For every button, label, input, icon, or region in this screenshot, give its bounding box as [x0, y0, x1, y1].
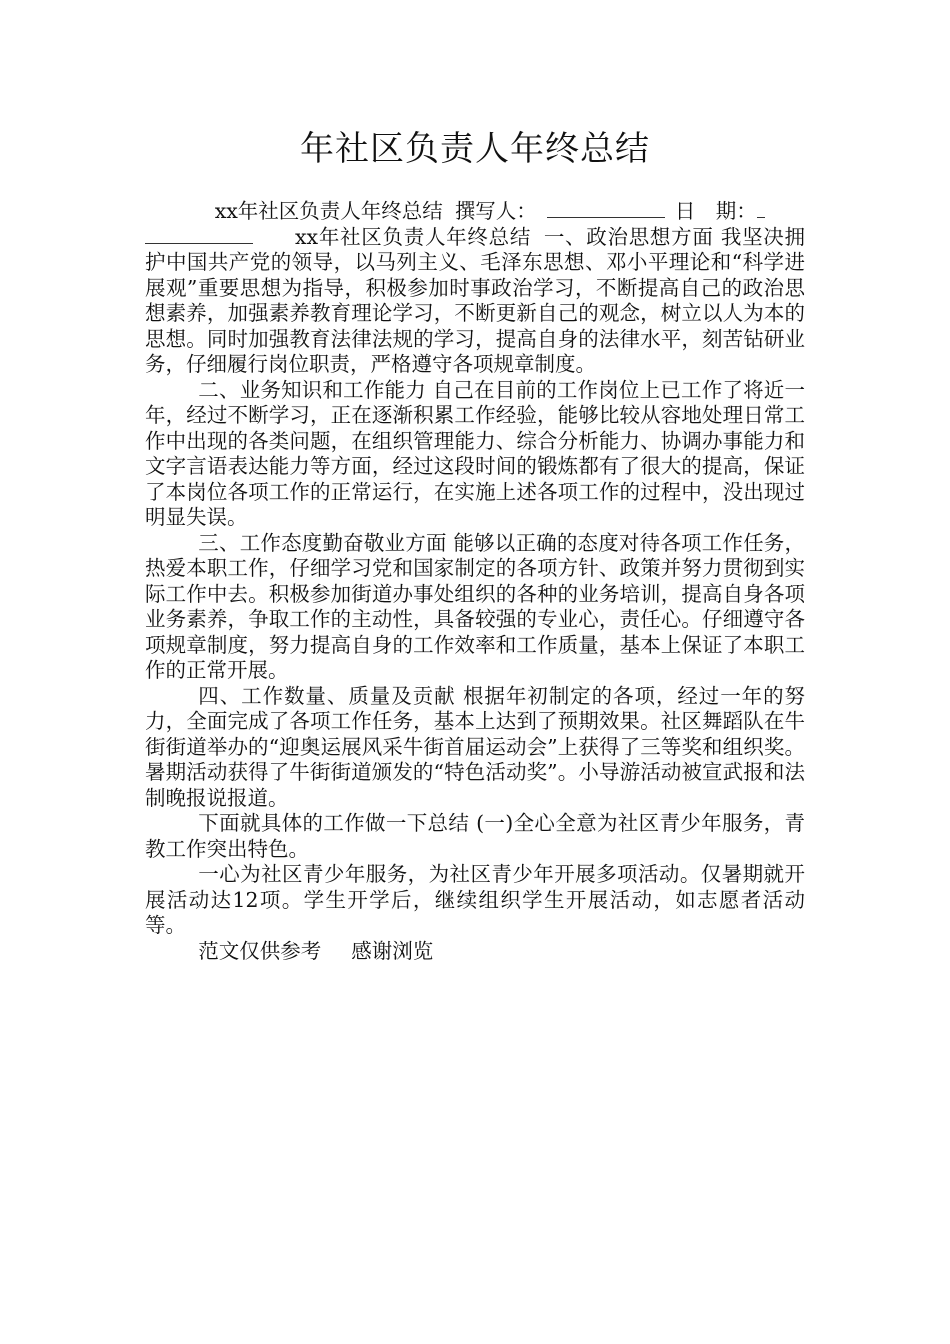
paragraph-4: 四、工作数量、质量及贡献 根据年初制定的各项，经过一年的努力，全面完成了各项工作任务，基本上达到了预期效果。社区舞蹈队在牛街街道举办的“迎奥运展风采牛街首届运动会”上获得了三等奖和组织奖。暑期活动获得了牛街街道颁发的“特色活动奖”。小导游活动被宣武报和法制晚报说报道。 — [145, 683, 805, 810]
paragraph-2: 二、业务知识和工作能力 自己在目前的工作岗位上已工作了将近一年，经过不断学习，正在逐渐积累工作经验，能够比较从容地处理日常工作中出现的各类问题，在组织管理能力、综合分析能力、协调办事能力和文字言语表达能力等方面，经过这段时间的锻炼都有了很大的提高，保证了本岗位各项工作的正常运行，在实施上述各项工作的过程中，没出现过明显失误。 — [145, 377, 805, 529]
header-doc-name-repeat: xx年社区负责人年终总结 — [295, 224, 532, 249]
header-doc-name: xx年社区负责人年终总结 — [214, 199, 443, 223]
writer-blank-field[interactable] — [547, 199, 665, 218]
document-title: 年社区负责人年终总结 — [300, 129, 650, 169]
paragraph-5: 下面就具体的工作做一下总结 (一)全心全意为社区青少年服务，青教工作突出特色。 — [145, 811, 805, 861]
date-blank-field-start[interactable] — [757, 199, 765, 218]
footer-right-text: 感谢浏览 — [351, 938, 434, 963]
document-body — [145, 199, 805, 964]
footer-left-text: 范文仅供参考 — [198, 938, 322, 963]
date-label: 日 期： — [674, 199, 757, 223]
writer-label: 撰写人： — [454, 199, 537, 223]
footer-line — [145, 939, 805, 965]
date-blank-field[interactable] — [145, 225, 253, 244]
paragraph-3: 三、工作态度勤奋敬业方面 能够以正确的态度对待各项工作任务，热爱本职工作，仔细学习党和国家制定的各项方针、政策并努力贯彻到实际工作中去。积极参加街道办事处组织的各种的业务培训，提高自身各项业务素养，争取工作的主动性，具备较强的专业心，责任心。仔细遵守各项规章制度，努力提高自身的工作效率和工作质量，基本上保证了本职工作的正常开展。 — [145, 530, 805, 682]
paragraph-1: 一、政治思想方面 我坚决拥护中国共产党的领导，以马列主义、毛泽东思想、邓小平理论和“科学进展观”重要思想为指导，积极参加时事政治学习，不断提高自己的政治思想素养，加强素养教育理论学习，不断更新自己的观念，树立以人为本的思想。同时加强教育法律法规的学习，提高自身的法律水平，刻苦钻研业务，仔细履行岗位职责，严格遵守各项规章制度。 — [145, 224, 806, 376]
header-paragraph — [145, 199, 805, 378]
paragraph-6: 一心为社区青少年服务，为社区青少年开展多项活动。仅暑期就开展活动达12项。学生开学后，继续组织学生开展活动，如志愿者活动等。 — [145, 862, 805, 937]
